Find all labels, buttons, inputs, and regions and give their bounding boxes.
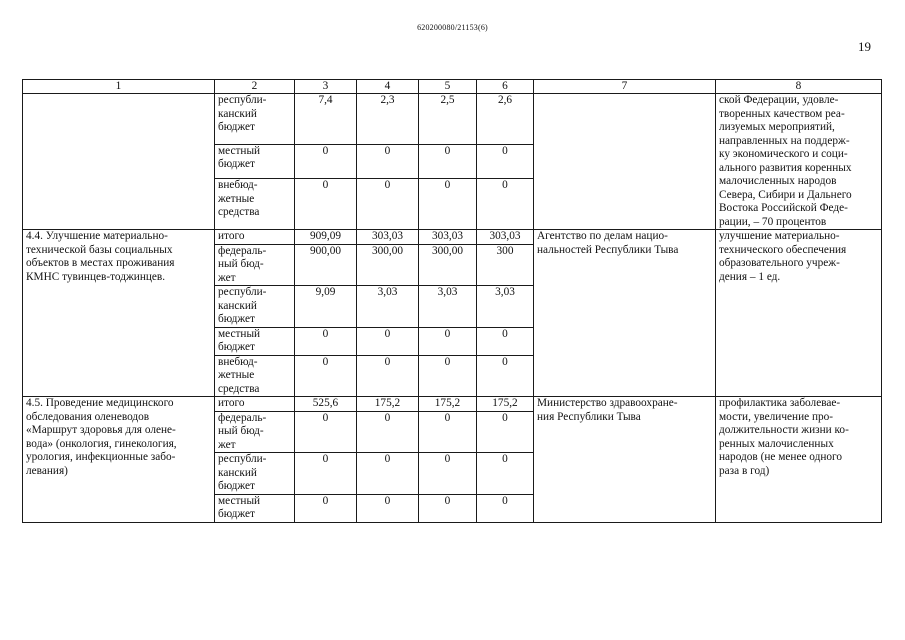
table-row	[23, 230, 882, 245]
amount-cell: 0	[357, 179, 419, 230]
responsible-executor	[534, 94, 716, 230]
amount-cell: 0	[295, 144, 357, 178]
column-header-row	[23, 80, 882, 94]
amount-cell: 3,03	[419, 286, 477, 328]
column-header: 6	[477, 80, 534, 94]
amount-cell: 900,00	[295, 244, 357, 286]
amount-cell: 175,2	[357, 397, 419, 412]
amount-cell: 0	[419, 453, 477, 495]
table-row	[23, 397, 882, 412]
amount-cell: 0	[477, 453, 534, 495]
funding-source: республи- канский бюджет	[215, 286, 295, 328]
expected-result: улучшение материально- технического обеспечения образовательного учреж- дения – 1 ед.	[716, 230, 882, 397]
amount-cell: 2,3	[357, 94, 419, 145]
amount-cell: 0	[357, 411, 419, 453]
amount-cell: 0	[477, 179, 534, 230]
measure-description: 4.4. Улучшение материально- технической базы социальных объектов в местах проживания КМНС тувинцев-тоджинцев.	[23, 230, 215, 397]
amount-cell: 0	[419, 411, 477, 453]
responsible-executor: Министерство здравоохране- ния Республики Тыва	[534, 397, 716, 523]
program-table	[22, 79, 882, 523]
amount-cell: 0	[357, 355, 419, 397]
column-header: 7	[534, 80, 716, 94]
amount-cell: 3,03	[357, 286, 419, 328]
amount-cell: 0	[419, 327, 477, 355]
amount-cell: 0	[357, 327, 419, 355]
amount-cell: 9,09	[295, 286, 357, 328]
column-header: 2	[215, 80, 295, 94]
amount-cell: 0	[477, 411, 534, 453]
amount-cell: 2,5	[419, 94, 477, 145]
amount-cell: 3,03	[477, 286, 534, 328]
amount-cell: 0	[295, 494, 357, 522]
funding-source: республи- канский бюджет	[215, 94, 295, 145]
amount-cell: 0	[295, 411, 357, 453]
amount-cell: 0	[477, 144, 534, 178]
funding-source: федераль- ный бюд- жет	[215, 411, 295, 453]
amount-cell: 0	[295, 355, 357, 397]
column-header: 4	[357, 80, 419, 94]
funding-source: итого	[215, 230, 295, 245]
amount-cell: 0	[357, 144, 419, 178]
amount-cell: 0	[419, 144, 477, 178]
funding-source: федераль- ный бюд- жет	[215, 244, 295, 286]
page-number: 19	[858, 39, 871, 54]
measure-description: 4.5. Проведение медицинского обследования оленеводов «Маршрут здоровья для олене- вода» (онкология, гинекология, урология, инфекционные забо- левания)	[23, 397, 215, 523]
funding-source: внебюд- жетные средства	[215, 179, 295, 230]
amount-cell: 0	[477, 355, 534, 397]
expected-result: ской Федерации, удовле- творенных качеством реа- лизуемых мероприятий, направленных на поддерж- ку экономического и соци- ального развития коренных малочисленных народов Севера, Сибири и Дальнего Востока Российской Феде- рации, – 70 процентов	[716, 94, 882, 230]
column-header: 5	[419, 80, 477, 94]
funding-source: республи- канский бюджет	[215, 453, 295, 495]
amount-cell: 2,6	[477, 94, 534, 145]
amount-cell: 0	[419, 355, 477, 397]
amount-cell: 0	[477, 494, 534, 522]
funding-source: местный бюджет	[215, 327, 295, 355]
amount-cell: 300	[477, 244, 534, 286]
table-row	[23, 94, 882, 145]
amount-cell: 909,09	[295, 230, 357, 245]
amount-cell: 0	[357, 494, 419, 522]
column-header: 3	[295, 80, 357, 94]
document-code: 620200080/21153(6)	[417, 23, 488, 32]
amount-cell: 7,4	[295, 94, 357, 145]
amount-cell: 0	[477, 327, 534, 355]
amount-cell: 303,03	[357, 230, 419, 245]
amount-cell: 0	[357, 453, 419, 495]
funding-source: местный бюджет	[215, 144, 295, 178]
amount-cell: 175,2	[477, 397, 534, 412]
column-header: 1	[23, 80, 215, 94]
measure-description	[23, 94, 215, 230]
funding-source: итого	[215, 397, 295, 412]
amount-cell: 300,00	[357, 244, 419, 286]
amount-cell: 0	[295, 453, 357, 495]
amount-cell: 0	[295, 327, 357, 355]
funding-source: внебюд- жетные средства	[215, 355, 295, 397]
amount-cell: 175,2	[419, 397, 477, 412]
amount-cell: 0	[419, 494, 477, 522]
funding-source: местный бюджет	[215, 494, 295, 522]
amount-cell: 0	[419, 179, 477, 230]
responsible-executor: Агентство по делам нацио- нальностей Республики Тыва	[534, 230, 716, 397]
amount-cell: 0	[295, 179, 357, 230]
amount-cell: 303,03	[477, 230, 534, 245]
amount-cell: 303,03	[419, 230, 477, 245]
column-header: 8	[716, 80, 882, 94]
amount-cell: 300,00	[419, 244, 477, 286]
amount-cell: 525,6	[295, 397, 357, 412]
expected-result: профилактика заболевае- мости, увеличение про- должительности жизни ко- ренных малочисленных народов (не менее одного раза в год)	[716, 397, 882, 523]
